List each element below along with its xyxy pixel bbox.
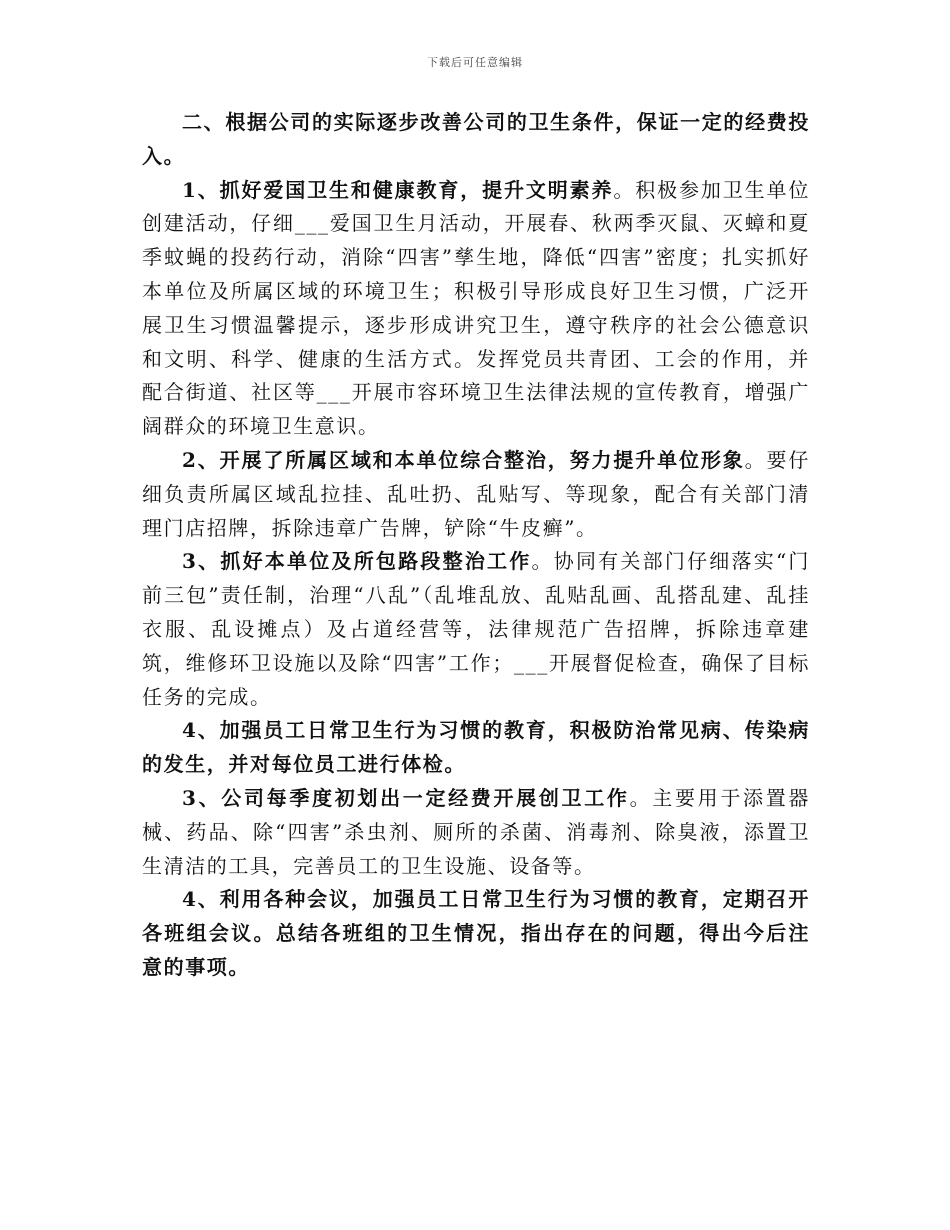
paragraph-heading: 3、抓好本单位及所包路段整治工作 (182, 549, 532, 574)
paragraph-heading: 2、开展了所属区域和本单位综合整治，努力提升单位形象 (182, 447, 745, 472)
paragraph-heading: 3、公司每季度初划出一定经费开展创卫工作 (182, 785, 630, 810)
paragraph-item-1 (142, 174, 810, 444)
paragraph-section-2 (142, 106, 810, 174)
document-body (142, 106, 810, 985)
paragraph-text: 。要仔细负责所属区域乱拉挂、乱吐扔、乱贴写、等现象，配合有关部门清理门店招牌，拆除违章广告牌，铲除“牛皮癣”。 (142, 447, 810, 540)
paragraph-heading: 4、加强员工日常卫生行为习惯的教育，积极防治常见病、传染病的发生，并对每位员工进行体检。 (142, 718, 810, 777)
paragraph-heading: 4、利用各种会议，加强员工日常卫生行为习惯的教育，定期召开各班组会议。总结各班组的卫生情况，指出存在的问题，得出今后注意的事项。 (142, 887, 810, 979)
paragraph-item-4b (142, 883, 810, 984)
paragraph-item-3b (142, 782, 810, 883)
paragraph-heading: 1、抓好爱国卫生和健康教育，提升文明素养 (182, 177, 614, 202)
paragraph-text: 。积极参加卫生单位创建活动，仔细___爱国卫生月活动，开展春、秋两季灭鼠、灭蟑和夏季蚊蝇的投药行动，消除“四害”孳生地，降低“四害”密度；扎实抓好本单位及所属区域的环境卫生；积极引导形成良好卫生习惯，广泛开展卫生习惯温馨提示，逐步形成讲究卫生，遵守秩序的社会公德意识和文明、科学、健康的生活方式。发挥党员共青团、工会的作用，并配合街道、社区等___开展市容环境卫生法律法规的宣传教育，增强广阔群众的环境卫生意识。 (142, 177, 810, 439)
paragraph-item-2 (142, 444, 810, 545)
paragraph-text: 。协同有关部门仔细落实“门前三包”责任制，治理“八乱”（乱堆乱放、乱贴乱画、乱搭乱建、乱挂衣服、乱设摊点）及占道经营等，法律规范广告招牌，拆除违章建筑，维修环卫设施以及除“四害”工作；___开展督促检查，确保了目标任务的完成。 (142, 549, 811, 709)
paragraph-item-3 (142, 545, 810, 714)
paragraph-text: 。主要用于添置器械、药品、除“四害”杀虫剂、厕所的杀菌、消毒剂、除臭液，添置卫生清洁的工具，完善员工的卫生设施、设备等。 (142, 785, 810, 878)
paragraph-item-4 (142, 714, 810, 782)
paragraph-heading: 二、根据公司的实际逐步改善公司的卫生条件，保证一定的经费投入。 (142, 110, 810, 168)
page-header: 下载后可任意编辑 (427, 56, 523, 69)
